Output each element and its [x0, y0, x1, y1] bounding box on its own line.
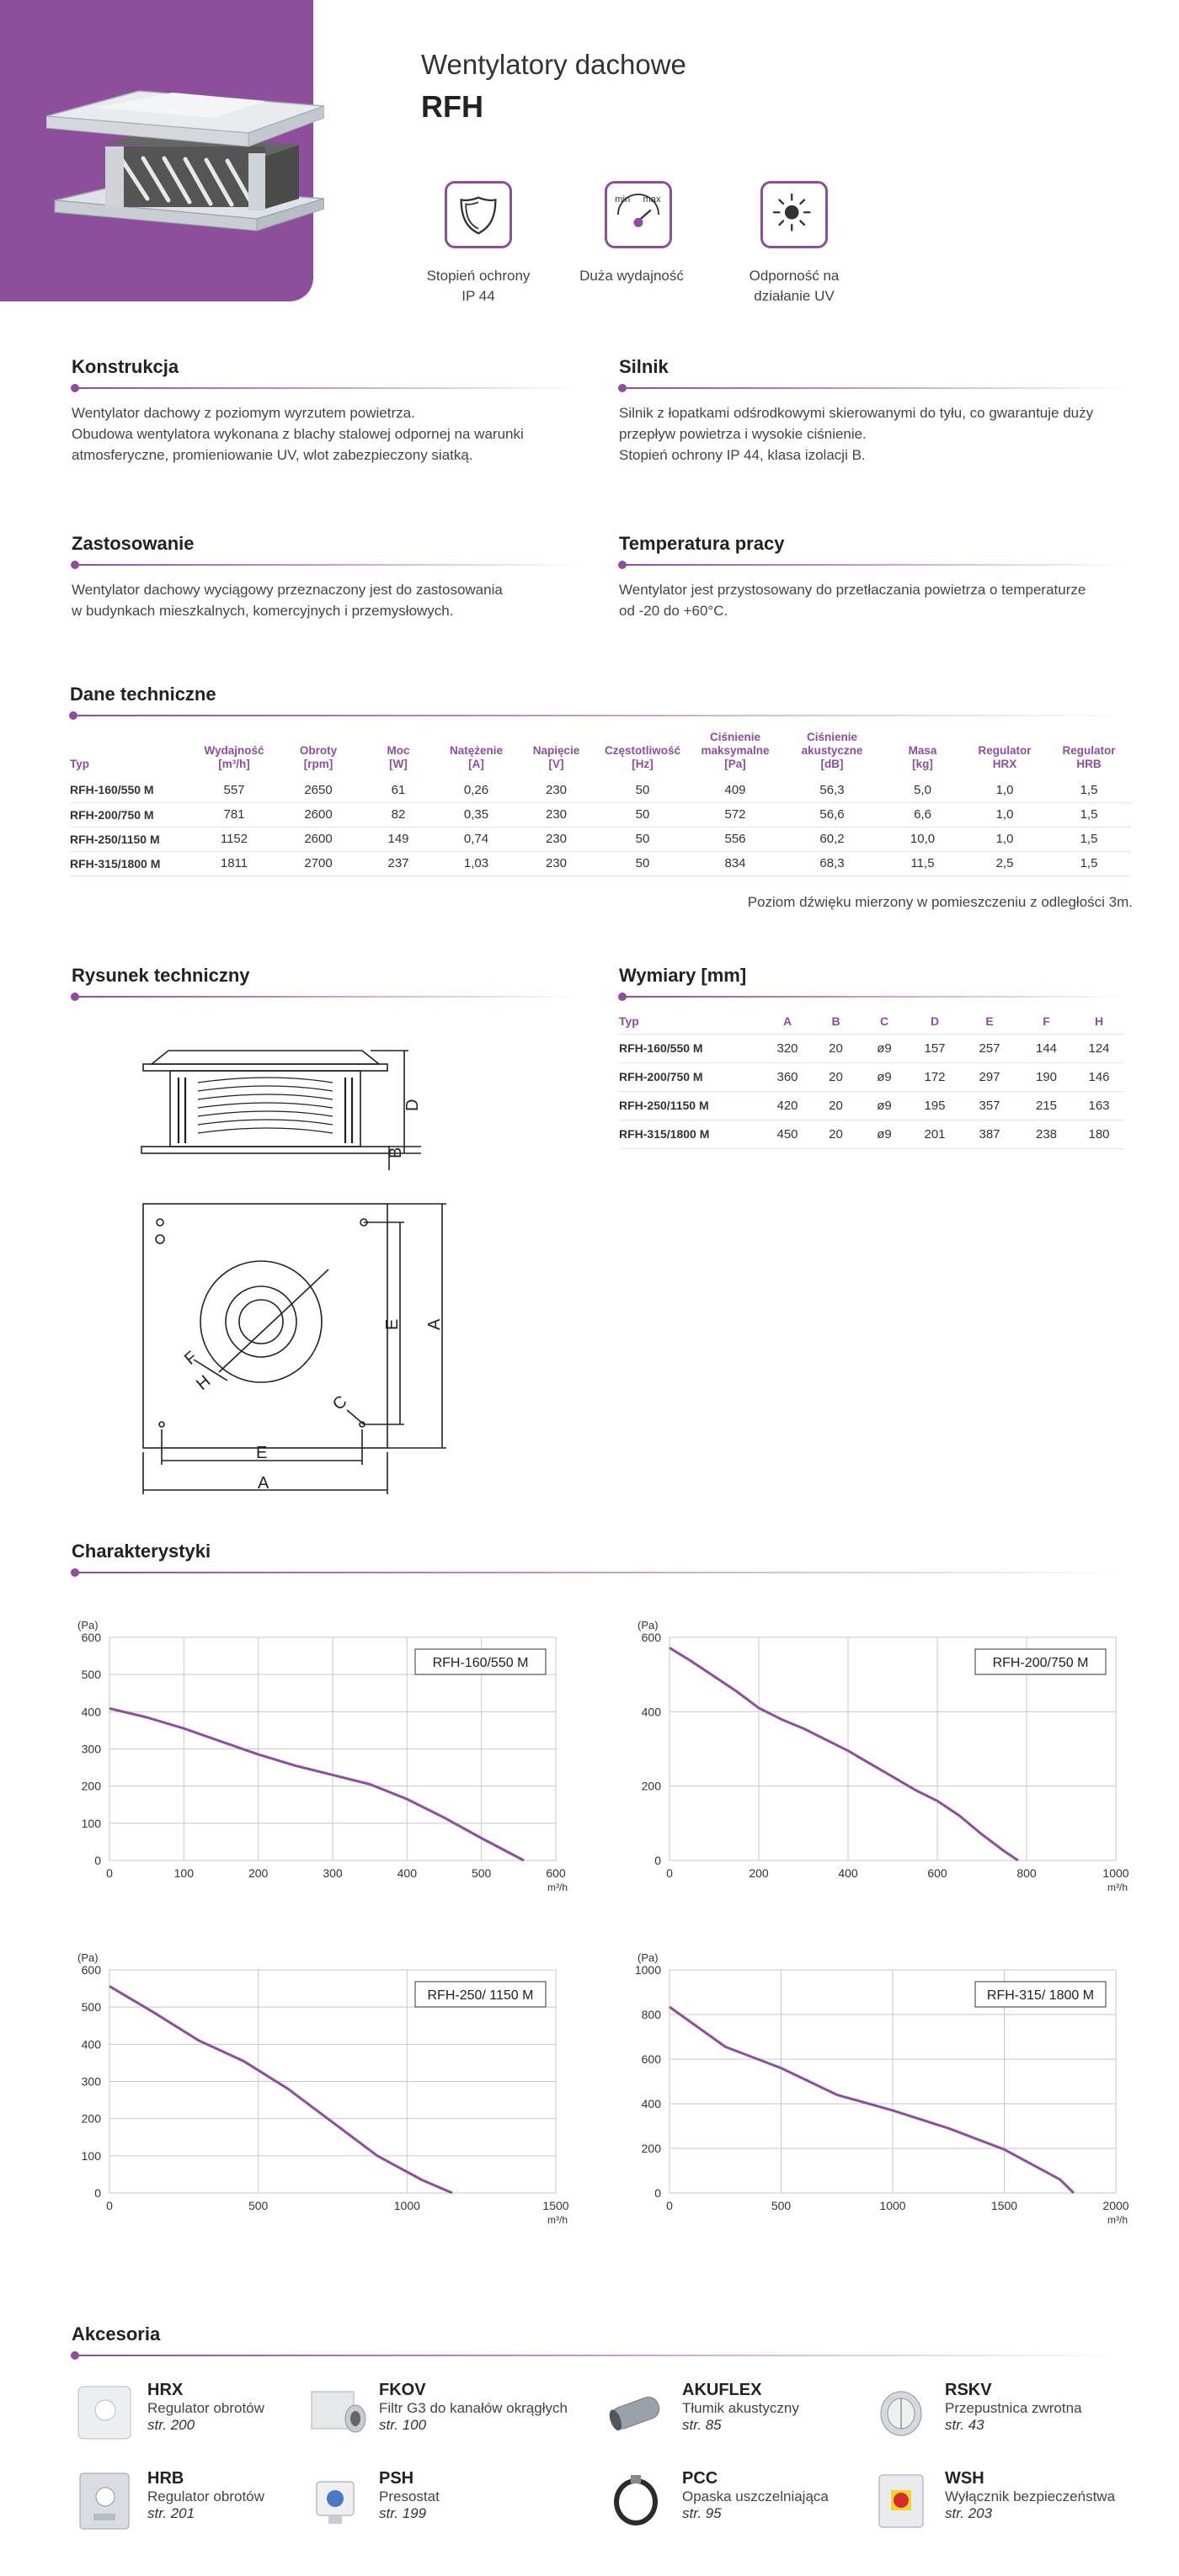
x-tick-label: 1000: [393, 2199, 420, 2212]
clamp-pcc-icon: [602, 2467, 670, 2534]
section-rule: [623, 387, 1128, 389]
gauge-max-label: max: [643, 194, 661, 205]
dimensions-cell: RFH-200/750 M: [619, 1062, 762, 1091]
section-title-dane-techniczne: Dane techniczne: [70, 684, 216, 705]
section-rule: [76, 387, 581, 389]
y-axis-label: (Pa): [77, 1951, 99, 1964]
tech-data-cell: 50: [596, 778, 689, 802]
dimensions-column-header: Typ: [619, 1009, 762, 1034]
dimensions-cell: 172: [910, 1062, 960, 1091]
dim-label-a-side: A: [425, 1318, 444, 1330]
dimensions-cell: 20: [813, 1062, 859, 1091]
dimensions-cell: RFH-250/1150 M: [619, 1091, 762, 1120]
model-name: RFH: [421, 89, 483, 124]
feature-label-performance: Duża wydajność: [579, 268, 684, 284]
dim-label-h: H: [193, 1371, 215, 1394]
x-axis-label: m³/h: [547, 2214, 568, 2226]
section-rule: [76, 564, 581, 566]
chart-rfh-315: [619, 1945, 1141, 2256]
dimensions-cell: RFH-160/550 M: [619, 1034, 762, 1062]
dimensions-cell: 20: [813, 1091, 859, 1120]
tech-data-row: [70, 851, 1131, 876]
tech-data-cell: 60,2: [782, 827, 883, 851]
tech-data-cell: 0,74: [436, 827, 516, 851]
dimensions-column-header: B: [813, 1009, 859, 1034]
sound-note: Poziom dźwięku mierzony w pomieszczeniu z odległości 3m.: [747, 894, 1133, 910]
x-tick-label: 600: [546, 1866, 566, 1880]
tech-data-cell: 1,5: [1047, 851, 1131, 876]
section-title-charakterystyki: Charakterystyki: [72, 1541, 211, 1562]
tech-data-cell: 149: [360, 827, 436, 851]
dimensions-cell: ø9: [859, 1120, 910, 1148]
silnik-text: Silnik z łopatkami odśrodkowymi skierowanymi do tyłu, co gwarantuje duży przepływ powietrza i wysokie ciśnienie. Stopień ochrony IP 44, klasa izolacji B.: [619, 405, 1094, 463]
tech-data-column-header: Typ: [70, 758, 89, 770]
shield-icon: [445, 181, 512, 248]
y-tick-label: 400: [81, 1705, 101, 1719]
tech-data-cell: 6,6: [883, 802, 963, 827]
x-tick-label: 200: [248, 1866, 269, 1880]
tech-data-cell: 56,3: [782, 778, 883, 802]
zastosowanie-text: Wentylator dachowy wyciągowy przeznaczony jest do zastosowania w budynkach mieszkalnych, komercyjnych i przemysłowych.: [72, 582, 503, 619]
legend-label: RFH-315/ 1800 M: [986, 1988, 1095, 2003]
tech-data-cell: 834: [689, 851, 782, 876]
section-rule: [76, 1572, 1128, 1573]
dimensions-cell: 357: [960, 1091, 1019, 1120]
tech-data-cell: 0,26: [436, 778, 516, 802]
tech-data-cell: 781: [192, 802, 276, 827]
roof-fan-product-image: [46, 66, 324, 253]
dimensions-cell: ø9: [859, 1091, 910, 1120]
controller-hrx-icon: [72, 2378, 139, 2446]
x-tick-label: 400: [838, 1866, 858, 1880]
tech-data-cell: RFH-250/1150 M: [70, 827, 192, 851]
dimensions-cell: 190: [1019, 1062, 1074, 1091]
tech-data-cell: 230: [516, 802, 596, 827]
y-tick-label: 600: [641, 2052, 661, 2066]
section-title-rysunek: Rysunek techniczny: [72, 965, 250, 986]
x-tick-label: 500: [248, 2199, 269, 2212]
tech-data-column-header: Ciśnienie akustyczne [dB]: [801, 731, 863, 770]
tech-data-column-header: Regulator HRB: [1062, 744, 1116, 770]
y-tick-label: 1000: [634, 1963, 661, 1977]
dimensions-header-row: [619, 1009, 1124, 1034]
x-tick-label: 0: [106, 1866, 113, 1880]
legend-label: RFH-250/ 1150 M: [427, 1988, 534, 2003]
x-tick-label: 400: [397, 1866, 418, 1880]
dimensions-cell: 20: [813, 1034, 859, 1062]
tech-data-cell: 11,5: [883, 851, 963, 876]
filter-fkov-icon: [303, 2378, 371, 2446]
dimensions-column-header: F: [1019, 1009, 1074, 1034]
feature-label-uv: Odporność na działanie UV: [749, 268, 840, 304]
y-axis-label: (Pa): [638, 1619, 659, 1631]
dim-label-f: F: [181, 1348, 201, 1369]
tech-data-column-header: Obroty [rpm]: [299, 744, 338, 770]
y-tick-label: 0: [94, 1854, 101, 1867]
tech-data-cell: 1811: [192, 851, 276, 876]
dimensions-cell: 257: [960, 1034, 1019, 1062]
dimensions-cell: 238: [1019, 1120, 1074, 1148]
section-rule: [76, 2355, 1128, 2356]
sun-icon: [760, 181, 828, 248]
x-tick-label: 0: [666, 1866, 673, 1880]
x-tick-label: 0: [666, 2199, 673, 2212]
dim-label-e-bottom: E: [256, 1444, 268, 1462]
tech-data-column-header: Regulator HRX: [978, 744, 1032, 770]
safety-switch-wsh-icon: [867, 2467, 935, 2534]
accessory-rskv: RSKV Przepustnica zwrotna str. 43: [945, 2381, 1082, 2433]
y-tick-label: 600: [641, 1631, 661, 1644]
chart-rfh-160: [59, 1612, 581, 1924]
dimensions-row: [619, 1034, 1124, 1062]
section-title-wymiary: Wymiary [mm]: [619, 965, 747, 986]
y-tick-label: 600: [81, 1631, 101, 1644]
y-tick-label: 300: [81, 1742, 101, 1756]
tech-data-column-header: Napięcie [V]: [532, 744, 580, 770]
tech-data-cell: 0,35: [436, 802, 516, 827]
accessory-pcc: PCC Opaska uszczelniająca str. 95: [682, 2469, 829, 2521]
tech-data-cell: 556: [689, 827, 782, 851]
dim-label-e-side: E: [383, 1318, 402, 1330]
dimensions-cell: RFH-315/1800 M: [619, 1120, 762, 1148]
x-tick-label: 1000: [879, 2199, 906, 2212]
x-tick-label: 600: [927, 1866, 947, 1880]
tech-data-cell: RFH-315/1800 M: [70, 851, 192, 876]
accessory-hrx: HRX Regulator obrotów str. 200: [147, 2381, 264, 2433]
x-tick-label: 1500: [990, 2199, 1018, 2212]
x-axis-label: m³/h: [547, 1881, 568, 1893]
tech-data-cell: 50: [596, 851, 689, 876]
tech-data-row: [70, 802, 1131, 827]
dimensions-cell: 20: [813, 1120, 859, 1148]
y-tick-label: 300: [81, 2074, 101, 2089]
tech-data-cell: 1,5: [1047, 827, 1131, 851]
page-title: Wentylatory dachowe: [421, 49, 686, 80]
tech-data-cell: 50: [596, 827, 689, 851]
y-tick-label: 400: [81, 2037, 101, 2052]
x-tick-label: 500: [471, 1866, 492, 1880]
y-axis-label: (Pa): [77, 1619, 99, 1631]
section-rule: [623, 996, 1128, 998]
y-tick-label: 200: [641, 2142, 661, 2155]
accessory-akuflex: AKUFLEX Tłumik akustyczny str. 85: [682, 2381, 799, 2433]
dimensions-column-header: D: [910, 1009, 960, 1034]
gauge-min-label: min: [615, 194, 631, 205]
section-title-akcesoria: Akcesoria: [72, 2323, 161, 2344]
y-tick-label: 0: [94, 2186, 101, 2200]
tech-data-row: [70, 827, 1131, 851]
gauge-icon: [605, 181, 672, 248]
tech-data-header-row: [70, 731, 1131, 778]
accessory-fkov: FKOV Filtr G3 do kanałów okrągłych str. 100: [379, 2381, 568, 2433]
legend-label: RFH-200/750 M: [992, 1656, 1089, 1670]
x-axis-label: m³/h: [1107, 2214, 1128, 2226]
section-title-temperatura: Temperatura pracy: [619, 533, 785, 554]
y-tick-label: 0: [654, 1854, 661, 1867]
damper-rskv-icon: [867, 2378, 935, 2446]
dim-label-a-bottom: A: [258, 1474, 269, 1493]
y-tick-label: 600: [81, 1963, 101, 1977]
accessory-hrb: HRB Regulator obrotów str. 201: [147, 2469, 264, 2521]
accessory-wsh: WSH Wyłącznik bezpieczeństwa str. 203: [945, 2469, 1116, 2521]
tech-data-cell: RFH-160/550 M: [70, 778, 192, 802]
tech-data-cell: 237: [360, 851, 436, 876]
tech-data-cell: 230: [516, 827, 596, 851]
dimensions-cell: ø9: [859, 1034, 910, 1062]
y-tick-label: 200: [81, 2111, 101, 2126]
tech-data-cell: 5,0: [883, 778, 963, 802]
section-rule: [74, 715, 1127, 716]
tech-data-column-header: Natężenie [A]: [449, 744, 504, 770]
dimensions-cell: 420: [762, 1091, 813, 1120]
y-tick-label: 100: [81, 2148, 101, 2163]
controller-hrb-icon: [72, 2467, 139, 2534]
section-rule: [623, 564, 1128, 566]
tech-data-cell: 1,0: [963, 778, 1047, 802]
tech-data-cell: 68,3: [782, 851, 883, 876]
dim-label-d: D: [403, 1099, 422, 1111]
dimensions-column-header: C: [859, 1009, 910, 1034]
tech-data-cell: 2,5: [963, 851, 1047, 876]
tech-data-cell: 1152: [192, 827, 276, 851]
dimensions-cell: 124: [1074, 1034, 1124, 1062]
x-tick-label: 300: [323, 1866, 343, 1880]
tech-data-cell: 61: [360, 778, 436, 802]
dimensions-row: [619, 1062, 1124, 1091]
x-tick-label: 100: [173, 1866, 195, 1880]
x-axis-label: m³/h: [1107, 1881, 1128, 1893]
y-tick-label: 200: [641, 1779, 661, 1793]
tech-data-column-header: Częstotliwość [Hz]: [604, 744, 681, 770]
dimensions-cell: ø9: [859, 1062, 910, 1091]
y-tick-label: 800: [641, 2008, 661, 2021]
y-tick-label: 100: [81, 1816, 101, 1830]
silencer-akuflex-icon: [602, 2378, 670, 2446]
chart-rfh-200: [619, 1612, 1141, 1924]
legend-label: RFH-160/550 M: [432, 1656, 529, 1670]
x-tick-label: 500: [771, 2199, 792, 2212]
dimensions-cell: 157: [910, 1034, 960, 1062]
y-tick-label: 500: [81, 1668, 101, 1682]
dimensions-cell: 320: [762, 1034, 813, 1062]
accessory-psh: PSH Presostat str. 199: [379, 2469, 440, 2521]
tech-data-cell: 1,0: [963, 827, 1047, 851]
x-tick-label: 800: [1016, 1866, 1037, 1880]
dimensions-cell: 215: [1019, 1091, 1074, 1120]
dimensions-row: [619, 1120, 1124, 1148]
tech-data-cell: 50: [596, 802, 689, 827]
tech-data-cell: 1,5: [1047, 802, 1131, 827]
x-tick-label: 2000: [1102, 2199, 1129, 2212]
tech-data-column-header: Masa [kg]: [908, 744, 937, 770]
chart-rfh-250: [59, 1945, 581, 2256]
y-tick-label: 0: [654, 2186, 661, 2200]
dimensions-table: [619, 1009, 1124, 1149]
section-title-konstrukcja: Konstrukcja: [72, 356, 179, 377]
section-rule: [76, 996, 581, 998]
pressure-switch-psh-icon: [303, 2467, 371, 2534]
tech-data-cell: 572: [689, 802, 782, 827]
tech-data-column-header: Wydajność [m³/h]: [204, 744, 264, 770]
tech-data-cell: 2650: [276, 778, 360, 802]
tech-data-column-header: Moc [W]: [387, 744, 410, 770]
tech-data-cell: 1,5: [1047, 778, 1131, 802]
dimensions-cell: 201: [910, 1120, 960, 1148]
tech-data-row: [70, 778, 1131, 802]
tech-data-cell: 409: [689, 778, 782, 802]
section-title-silnik: Silnik: [619, 356, 669, 377]
dimensions-cell: 195: [910, 1091, 960, 1120]
tech-data-table: [70, 731, 1131, 876]
y-tick-label: 500: [81, 2000, 101, 2014]
tech-data-cell: 1,03: [436, 851, 516, 876]
tech-data-cell: RFH-200/750 M: [70, 802, 192, 827]
dimensions-cell: 450: [762, 1120, 813, 1148]
dimensions-cell: 360: [762, 1062, 813, 1091]
x-tick-label: 1000: [1102, 1866, 1129, 1880]
dimensions-cell: 387: [960, 1120, 1019, 1148]
dim-label-c: C: [329, 1392, 351, 1414]
tech-data-column-header: Ciśnienie maksymalne [Pa]: [701, 731, 770, 770]
tech-data-cell: 1,0: [963, 802, 1047, 827]
tech-data-cell: 230: [516, 851, 596, 876]
x-tick-label: 200: [749, 1866, 769, 1880]
dimensions-cell: 146: [1074, 1062, 1124, 1091]
tech-data-cell: 10,0: [883, 827, 963, 851]
temperatura-text: Wentylator jest przystosowany do przetłaczania powietrza o temperaturze od -20 do +60°C.: [619, 582, 1086, 619]
x-tick-label: 1500: [542, 2199, 569, 2212]
tech-data-cell: 2600: [276, 802, 360, 827]
dimensions-cell: 144: [1019, 1034, 1074, 1062]
tech-data-cell: 82: [360, 802, 436, 827]
y-tick-label: 400: [641, 1705, 661, 1719]
y-axis-label: (Pa): [638, 1951, 659, 1964]
tech-data-cell: 230: [516, 778, 596, 802]
x-tick-label: 0: [106, 2199, 113, 2212]
tech-data-cell: 557: [192, 778, 276, 802]
dim-label-b: B: [387, 1147, 405, 1158]
dimensions-cell: 163: [1074, 1091, 1124, 1120]
dimensions-row: [619, 1091, 1124, 1120]
tech-data-cell: 56,6: [782, 802, 883, 827]
tech-data-cell: 2700: [276, 851, 360, 876]
dimensions-column-header: H: [1074, 1009, 1124, 1034]
dimensions-cell: 180: [1074, 1120, 1124, 1148]
dimensions-cell: 297: [960, 1062, 1019, 1091]
tech-data-cell: 2600: [276, 827, 360, 851]
konstrukcja-text: Wentylator dachowy z poziomym wyrzutem powietrza. Obudowa wentylatora wykonana z blachy stalowej odpornej na warunki atmosferyczne, promieniowanie UV, wlot zabezpieczony siatką.: [72, 405, 524, 463]
dimensions-column-header: E: [960, 1009, 1019, 1034]
technical-drawing: [118, 1035, 472, 1507]
section-title-zastosowanie: Zastosowanie: [72, 533, 195, 554]
y-tick-label: 400: [641, 2097, 661, 2110]
feature-label-ip44: Stopień ochrony IP 44: [426, 268, 531, 304]
y-tick-label: 200: [81, 1779, 101, 1793]
dimensions-column-header: A: [762, 1009, 813, 1034]
